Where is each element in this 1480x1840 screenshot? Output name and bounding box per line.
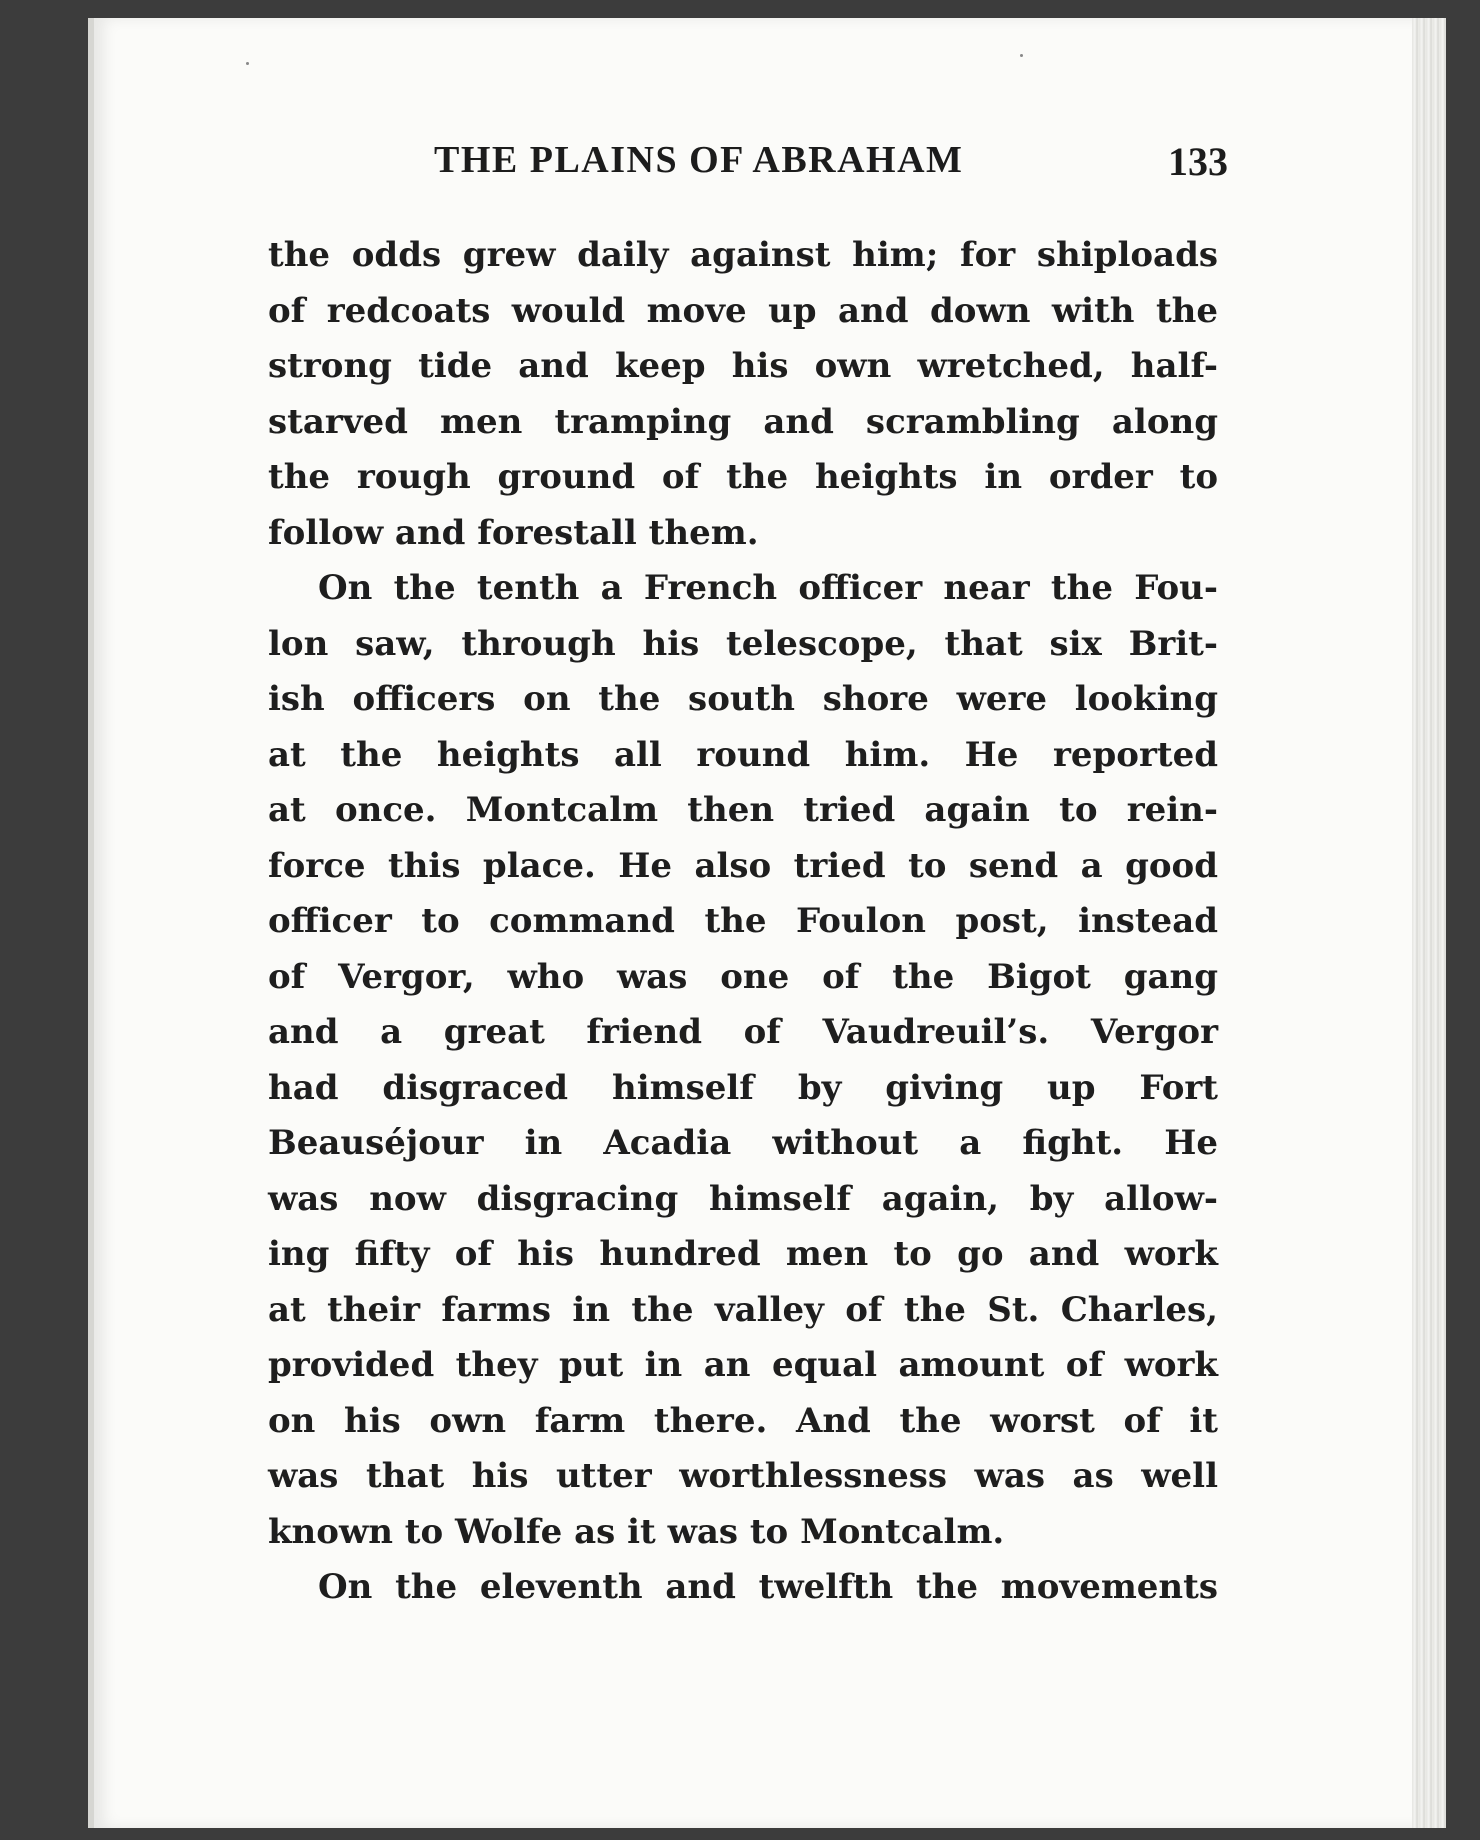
text-line: at the heights all round him. He reported	[268, 734, 1218, 775]
text-line: had disgraced himself by giving up Fort	[268, 1067, 1218, 1108]
text-line: On the eleventh and twelfth the movements	[318, 1567, 1218, 1607]
text-line: force this place. He also tried to send a good	[268, 845, 1218, 886]
text-line: Beauséjour in Acadia without a fight. He	[268, 1123, 1218, 1163]
running-head: THE PLAINS OF ABRAHAM	[434, 139, 964, 181]
text-line: lon saw, through his telescope, that six Brit-	[268, 623, 1218, 664]
text-line: at once. Montcalm then tried again to rein-	[268, 790, 1218, 830]
text-line: of Vergor, who was one of the Bigot gang	[268, 956, 1218, 997]
text-line: follow and forestall them.	[268, 512, 759, 553]
page-edge	[1412, 18, 1446, 1828]
page-number: 133	[1168, 139, 1228, 184]
body-text	[268, 228, 1218, 1616]
text-line: the odds grew daily against him; for shiploads	[268, 235, 1218, 275]
text-line: ish officers on the south shore were looking	[268, 679, 1218, 719]
text-line: On the tenth a French officer near the Fou-	[318, 568, 1218, 608]
ink-speck	[246, 62, 249, 65]
text-line: was now disgracing himself again, by allow-	[268, 1178, 1218, 1219]
text-line: strong tide and keep his own wretched, half-	[268, 346, 1218, 386]
text-line: on his own farm there. And the worst of it	[268, 1400, 1218, 1441]
page-header	[348, 138, 1228, 188]
text-line: starved men tramping and scrambling along	[268, 401, 1218, 442]
text-line: was that his utter worthlessness was as well	[268, 1456, 1218, 1496]
text-line: provided they put in an equal amount of work	[268, 1345, 1218, 1385]
text-line: at their farms in the valley of the St. Charles,	[268, 1289, 1218, 1330]
text-line: the rough ground of the heights in order to	[268, 457, 1218, 497]
text-line: and a great friend of Vaudreuil’s. Vergor	[268, 1012, 1218, 1052]
text-line: known to Wolfe as it was to Montcalm.	[268, 1511, 1005, 1552]
text-line: ing fifty of his hundred men to go and work	[268, 1234, 1218, 1274]
ink-speck	[1020, 54, 1023, 57]
text-line: of redcoats would move up and down with the	[268, 290, 1218, 331]
text-line: officer to command the Foulon post, instead	[268, 901, 1218, 941]
